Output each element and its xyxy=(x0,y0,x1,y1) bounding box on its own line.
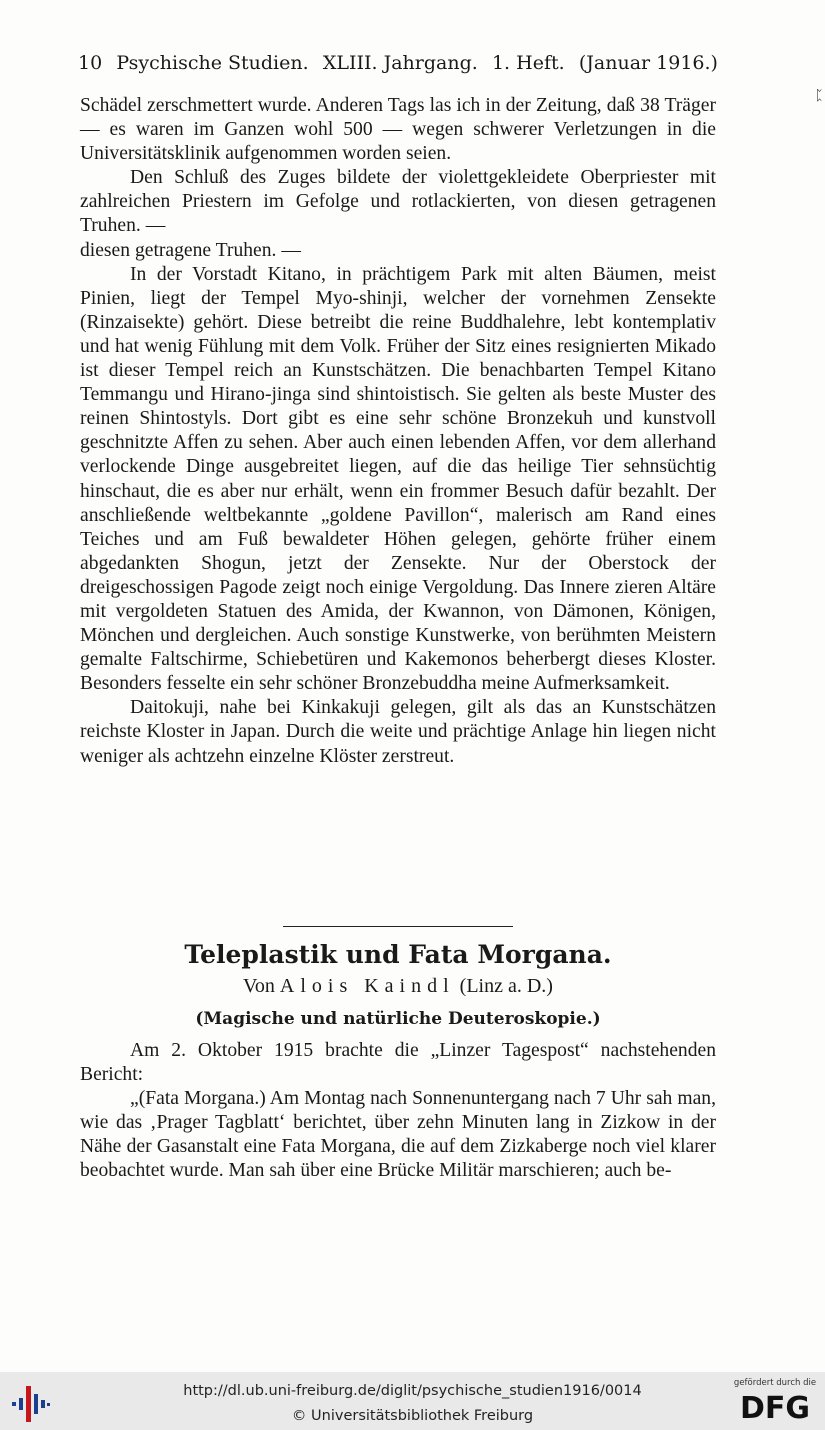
byline-prefix: Von xyxy=(243,975,275,997)
section-divider xyxy=(283,926,513,927)
paragraph: Am 2. Oktober 1915 brachte die „Linzer Tagespost“ nachstehenden Bericht: xyxy=(80,1040,716,1086)
paragraph: Schädel zerschmettert wurde. Anderen Tags las ich in der Zeitung, daß 38 Träger — es waren im Ganzen wohl 500 — wegen schwerer Verletzungen in die Universitätsklinik aufgenommen worden seien. xyxy=(80,95,716,165)
author-location: (Linz a. D.) xyxy=(459,975,553,997)
running-header xyxy=(78,50,718,76)
paragraph: „(Fata Morgana.) Am Montag nach Sonnenuntergang nach 7 Uhr sah man, wie das ‚Prager Tagblatt‘ berichtet, über zehn Minuten lang in Zizkow in der Nähe der Gasanstalt eine Fata Morgana, die auf dem Zizkaberge noch viel klarer beobachtet wurde. Man sah über eine Brücke Militär marschieren; auch be- xyxy=(80,1088,716,1182)
paragraph: In der Vorstadt Kitano, in prächtigem Park mit alten Bäumen, meist Pinien, liegt der Tempel Myo-shinji, welcher der vornehmen Zensekte (Rinzaisekte) gehört. Diese betreibt die reine Buddhalehre, lebt kontemplativ und hat wenig Fühlung mit dem Volk. Früher der Sitz eines resignierten Mikado ist dieser Tempel reich an Kunstschätzen. Die benachbarten Tempel Kitano Temmangu und Hirano-jinga sind shintoistisch. Sie gelten als beste Muster des reinen Shintostyls. Dort gibt es eine sehr schöne Bronzekuh und kunstvoll geschnitzte Affen zu sehen. Aber auch einen lebenden Affen, vor dem allerhand verlockende Dinge ausgebreitet liegen, auf die das heilige Tier sehnsüchtig hinschaut, die es aber nur erhält, wenn ein frommer Besuch dafür bezahlt. Der anschließende weltbekannte „goldene Pavillon“, malerisch am Rand eines Teiches und am Fuß bewaldeter Höhen gelegen, gehörte früher einem abgedankten Shogun, jetzt der Zensekte. Nur der Oberstock der dreigeschossigen Pagode zeigt noch einige Vergoldung. Das Innere zieren Altäre mit vergoldeten Statuen des Amida, der Kwannon, von Dämonen, Königen, Mönchen und dergleichen. Auch sonstige Kunstwerke, von berühmten Meistern gemalte Faltschirme, Schiebetüren und Kakemonos beherbergt dieses Kloster. Besonders fesselte ein sehr schöner Bronzebuddha meine Aufmerksamkeit. xyxy=(80,263,716,695)
volume-label: XLIII. Jahrgang. xyxy=(322,52,478,74)
issue-label: 1. Heft. xyxy=(491,52,565,74)
margin-mark: ᛈ xyxy=(815,88,824,104)
running-title: Psychische Studien. xyxy=(116,52,309,74)
dfg-logo-text: DFG xyxy=(739,1391,811,1422)
article-body xyxy=(80,1039,716,1184)
paragraph: Daitokuji, nahe bei Kinkakuji gelegen, gilt als das an Kunstschätzen reichste Kloster in Japan. Durch die weite und prächtige Anlage hin liegen nicht weniger als achtzehn einzelne Klöster zerstreut. xyxy=(80,697,716,767)
dfg-sponsor[interactable] xyxy=(729,1378,821,1426)
issue-date: (Januar 1916.) xyxy=(578,52,718,74)
author-name: Alois Kaindl xyxy=(279,975,455,997)
article-byline xyxy=(80,973,716,999)
viewer-footer xyxy=(0,1372,825,1430)
page-number: 10 xyxy=(78,52,103,74)
paragraph: Den Schluß des Zuges bildete der violettgekleidete Oberpriester mit zahlreichen Priestern im Gefolge und rotlackierten, von diesen getragenen Truhen. — xyxy=(80,167,716,237)
permalink-url[interactable]: http://dl.ub.uni-freiburg.de/diglit/psychische_studien1916/0014 xyxy=(183,1383,642,1399)
article-subtitle: (Magische und natürliche Deuteroskopie.) xyxy=(195,1009,601,1029)
copyright-notice: © Universitätsbibliothek Freiburg xyxy=(291,1408,534,1424)
previous-article-body xyxy=(80,94,716,769)
dfg-logo-icon xyxy=(733,1390,817,1422)
sponsor-caption: gefördert durch die xyxy=(733,1378,817,1388)
paragraph: diesen getragene Truhen. — xyxy=(80,239,301,261)
article-title: Teleplastik und Fata Morgana. xyxy=(184,940,612,969)
